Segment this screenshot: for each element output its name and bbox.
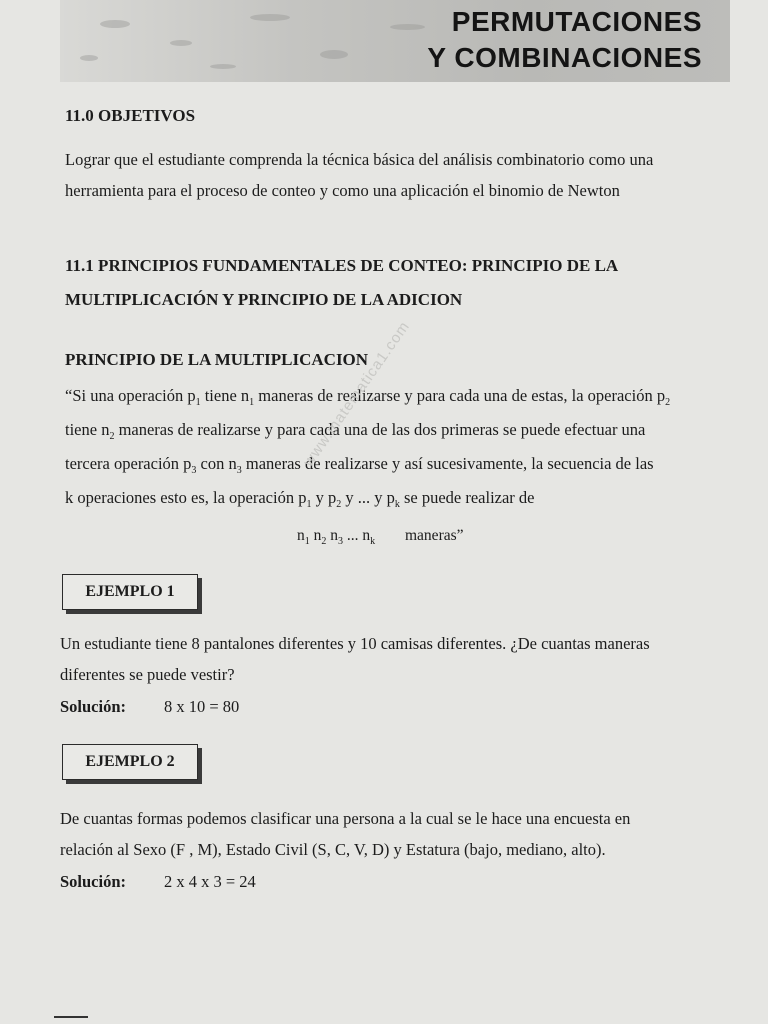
definition-line4: k operaciones esto es, la operación $p_1$ y $p_2$ y ... y $p_k$ se puede realizar de <box>65 488 535 510</box>
multiplication-formula: $n_1$ $n_2$ $n_3$ ... $n_k$ maneras” <box>297 527 464 547</box>
ejemplo1-solution <box>60 697 239 717</box>
ejemplo2-solution <box>60 872 256 892</box>
ejemplo2-solution-label: Solución: <box>60 872 127 891</box>
ejemplo2-box: EJEMPLO 2 <box>62 744 198 780</box>
ejemplo1-text <box>60 628 740 690</box>
chapter-title-line1: PERMUTACIONES <box>451 6 702 37</box>
chapter-title-line2: Y COMBINACIONES <box>427 42 702 73</box>
definition-line1: “Si una operación $p_1$ tiene $n_1$ maneras de realizarse y para cada una de estas, la operación $p_2$ <box>65 386 671 408</box>
watermark: www.matematica1.com <box>300 318 414 470</box>
ejemplo1-solution-label: Solución: <box>60 697 127 716</box>
definition-line3: tercera operación $p_3$ con $n_3$ maneras de realizarse y así sucesivamente, la secuencia de las <box>65 454 654 476</box>
ejemplo2-solution-value: 2 x 4 x 3 = 24 <box>164 872 256 891</box>
objetivos-heading: 11.0 OBJETIVOS <box>65 106 196 125</box>
objetivos-text <box>65 144 745 206</box>
ejemplo1-line2: diferentes se puede vestir? <box>60 665 235 684</box>
principios-heading <box>65 249 745 317</box>
footer-rule <box>54 1016 88 1018</box>
multiplicacion-definition <box>65 380 745 516</box>
principios-heading-line1: 11.1 PRINCIPIOS FUNDAMENTALES DE CONTEO: PRINCIPIO DE LA <box>65 256 619 275</box>
ejemplo2-line1: De cuantas formas podemos clasificar una persona a la cual se le hace una encuesta en <box>60 809 631 828</box>
ejemplo2-text <box>60 803 740 865</box>
chapter-banner <box>60 0 730 82</box>
ejemplo1-solution-value: 8 x 10 = 80 <box>164 697 240 716</box>
multiplicacion-heading: PRINCIPIO DE LA MULTIPLICACION <box>65 350 369 369</box>
ejemplo1-line1: Un estudiante tiene 8 pantalones diferentes y 10 camisas diferentes. ¿De cuantas maneras <box>60 634 650 653</box>
principios-heading-line2: MULTIPLICACIÓN Y PRINCIPIO DE LA ADICION <box>65 290 463 309</box>
objetivos-line1: Lograr que el estudiante comprenda la técnica básica del análisis combinatorio como una <box>65 150 654 169</box>
chapter-title <box>427 4 702 76</box>
objetivos-line2: herramienta para el proceso de conteo y como una aplicación el binomio de Newton <box>65 181 620 200</box>
ejemplo2-line2: relación al Sexo (F , M), Estado Civil (S, C, V, D) y Estatura (bajo, mediano, alto). <box>60 840 606 859</box>
ejemplo1-box: EJEMPLO 1 <box>62 574 198 610</box>
definition-line2: tiene $n_2$ maneras de realizarse y para cada una de las dos primeras se puede efectuar una <box>65 420 646 442</box>
